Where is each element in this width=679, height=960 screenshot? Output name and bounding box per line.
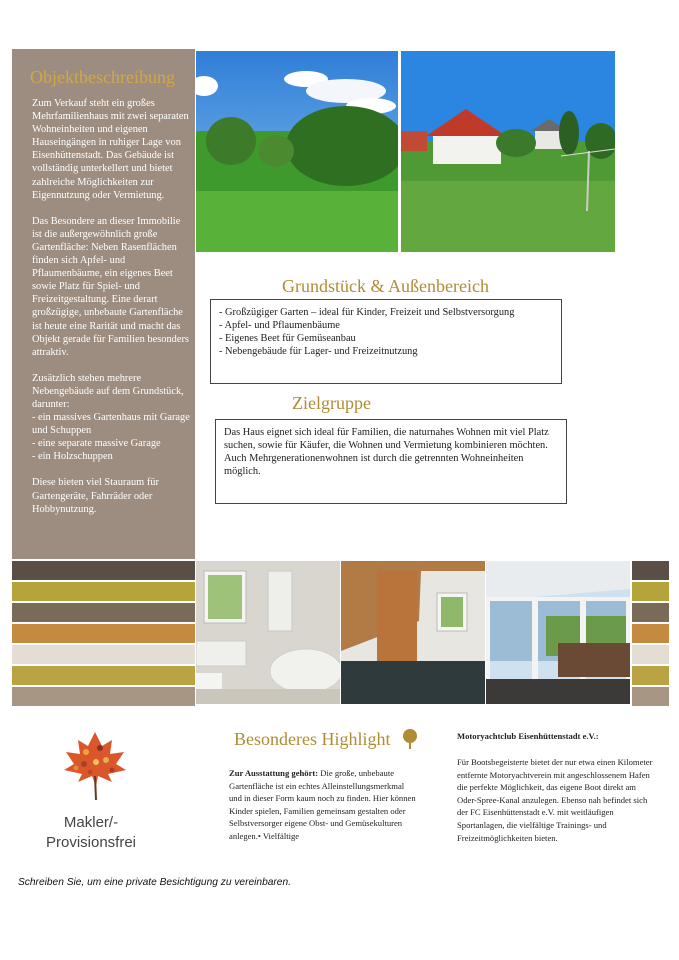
description-paragraph-4: Diese bieten viel Stauraum für Gartengeräte, Fahrräder oder Hobbynutzung. [32,477,159,515]
attic-room-photo [341,561,485,704]
list-item: - Nebengebäude für Lager- und Freizeitnutzung [219,346,418,357]
description-paragraph-1: Zum Verkauf steht ein großes Mehrfamilienhaus mit zwei separaten Wohneinheiten und eigenen Hauseingängen in ruhiger Lage von Eisenhüttenstadt. Das Gebäude ist vollständig unterkellert und bietet zahlreiche Möglichkeiten zur Eigennutzung oder Vermietung. [32,98,189,201]
color-stripe [632,666,669,685]
description-title: Objektbeschreibung [30,67,175,87]
color-stripe [632,582,669,601]
house-photo [401,51,615,252]
makler-line-2: Provisionsfrei [45,834,137,851]
motoryacht-title: Motoryachtclub Eisenhüttenstadt e.V.: [457,731,599,741]
color-stripe [632,603,669,622]
color-stripe [12,603,195,622]
footer-note: Schreiben Sie, um eine private Besichtigung zu vereinbaren. [18,877,291,888]
zielgruppe-title: Zielgruppe [292,393,371,413]
motoryacht-text: Für Bootsbegeisterte bietet der nur etwa einen Kilometer entfernte Motoryachtverein mit angeschlossenem Hafen die perfekte Möglichkeit, das eigene Boot direkt am Oder-Spree-Kanal anzulegen. Ebenso nah befindet sich der FC Eisenhüttenstadt e.V. mit weitläufigen Sportanlagen, die vielfältige Trainings- und Freizeitmöglichkeiten bieten. [457,757,653,843]
conservatory-photo [486,561,630,704]
color-stripe [632,645,669,664]
highlight-body: Die große, unbebaute Gartenfläche ist ein echtes Alleinstellungsmerkmal und in dieser Form kaum noch zu finden. Hier können Kinder spielen, Familien gemeinsam gestalten oder Selbstversorger eigene Obst- und Gemüsekulturen anlegen.• Vielfältige [229,768,416,841]
garden-photo [196,51,398,252]
color-stripe [632,561,669,580]
color-stripe [12,687,195,706]
grundstueck-title: Grundstück & Außenbereich [282,276,489,296]
color-stripe [12,561,195,580]
list-item: - Eigenes Beet für Gemüseanbau [219,333,356,344]
highlight-text [229,767,419,843]
bathroom-photo [196,561,340,704]
color-stripes-right [632,561,669,708]
description-paragraph-3: Zusätzlich stehen mehrere Nebengebäude auf dem Grundstück, darunter: - ein massives Gartenhaus mit Garage und Schuppen - eine separate massive Garage - ein Holzschuppen [32,372,190,463]
tree-icon [402,729,418,749]
color-stripe [12,666,195,685]
grundstueck-list [210,299,562,384]
makler-line-1: Makler/- [63,814,119,831]
makler-label [40,813,142,853]
color-stripes-left [12,561,195,708]
highlight-lead: Zur Ausstattung gehört: [229,768,319,778]
maple-leaf-logo-icon [62,730,128,800]
color-stripe [12,645,195,664]
list-item: - Großzügiger Garten – ideal für Kinder, Freizeit und Selbstversorgung [219,307,515,318]
zielgruppe-text: Das Haus eignet sich ideal für Familien, die naturnahes Wohnen mit viel Platz suchen, sowie für Käufer, die Wohnen und Vermietung kombinieren möchten. Auch Mehrgenerationenwohnen ist durch die getrennten Wohneinheiten möglich. [215,419,567,504]
list-item: - Apfel- und Pflaumenbäume [219,320,340,331]
color-stripe [12,624,195,643]
color-stripe [632,624,669,643]
color-stripe [632,687,669,706]
color-stripe [12,582,195,601]
highlight-title: Besonderes Highlight [234,729,391,749]
description-paragraph-2: Das Besondere an dieser Immobilie ist die außergewöhnlich große Gartenfläche: Neben Rasenflächen finden sich Apfel- und Pflaumenbäume, ein eigenes Beet sowie Platz für Spiel- und Freizeitgestaltung. Eine derart großzügige, unbebaute Gartenfläche ist heute eine Rarität und macht das Objekt gerade für Familien besonders attraktiv. [32,215,189,358]
description-body [32,97,192,529]
